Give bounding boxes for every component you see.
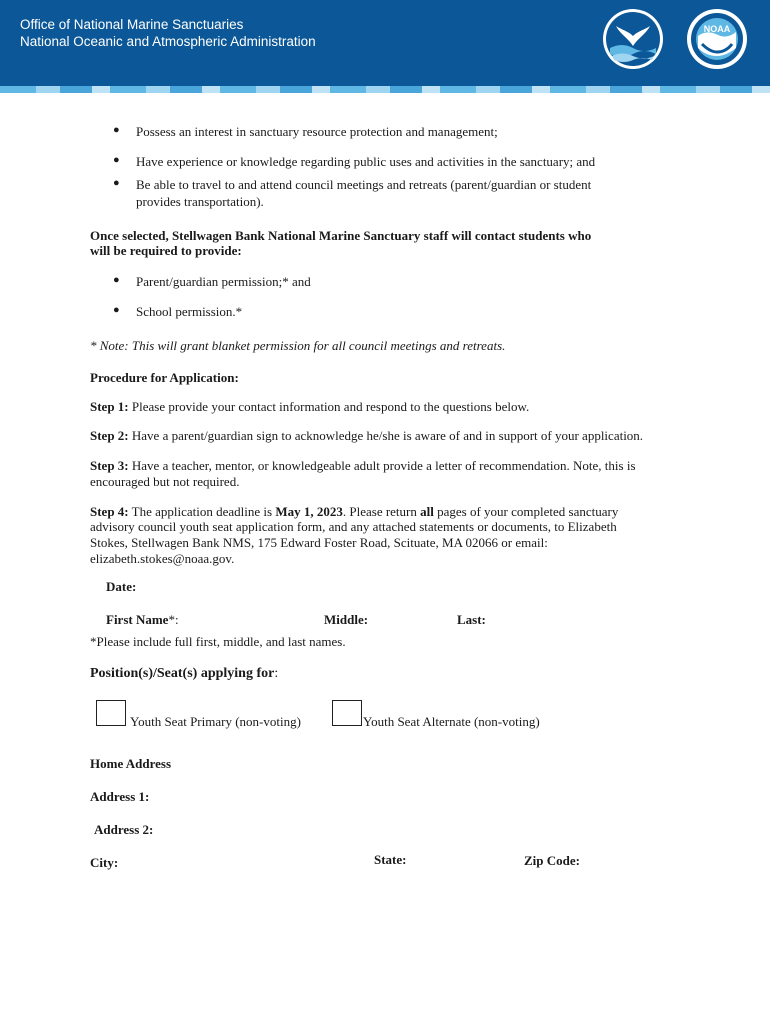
youth-seat-alternate-label: Youth Seat Alternate (non-voting): [363, 714, 540, 729]
header-title-line1: Office of National Marine Sanctuaries: [20, 17, 244, 32]
step-4-text-a: The application deadline is: [131, 504, 273, 519]
youth-seat-alternate-checkbox[interactable]: [332, 700, 362, 726]
positions-label: Position(s)/Seat(s) applying for: [90, 666, 275, 681]
middle-name-label[interactable]: Middle:: [324, 612, 369, 627]
home-address-label: Home Address: [90, 756, 172, 771]
step-3: [90, 458, 636, 474]
step-4-email: elizabeth.stokes@noaa.gov.: [90, 551, 235, 566]
step-4-line2: advisory council youth seat application form, and any attached statements or documents, to Elizabeth: [90, 519, 617, 534]
step-2-text: Have a parent/guardian sign to acknowledge he/she is aware of and in support of your application.: [131, 428, 644, 443]
procedure-heading: Procedure for Application:: [90, 370, 239, 385]
first-name-field[interactable]: [106, 612, 179, 628]
first-name-label: First Name: [106, 612, 169, 627]
bullet-icon: ●: [113, 124, 120, 136]
positions-colon: :: [274, 666, 279, 681]
step-2: [90, 428, 643, 444]
step-4-text-c: pages of your completed sanctuary: [437, 504, 619, 519]
step-3-text: Have a teacher, mentor, or knowledgeable adult provide a letter of recommendation. Note, this is: [131, 458, 636, 473]
step-4-all: all: [420, 504, 434, 519]
bullet-item: Parent/guardian permission;* and: [136, 274, 311, 289]
date-label: Date:: [106, 579, 137, 594]
first-name-suffix: *:: [168, 612, 179, 627]
step-1: [90, 399, 529, 415]
bullet-icon: ●: [113, 274, 120, 286]
once-selected-line1: Once selected, Stellwagen Bank National Marine Sanctuary staff will contact students who: [90, 228, 592, 243]
permission-note: * Note: This will grant blanket permission for all council meetings and retreats.: [90, 338, 506, 353]
state-label[interactable]: State:: [374, 852, 407, 867]
bullet-item: Have experience or knowledge regarding public uses and activities in the sanctuary; and: [136, 154, 596, 169]
bullet-icon: ●: [113, 304, 120, 316]
header-title-line2: National Oceanic and Atmospheric Administration: [20, 34, 316, 49]
noaa-logo-text: NOAA: [703, 24, 731, 34]
step-1-label: Step 1:: [90, 399, 129, 414]
names-note: *Please include full first, middle, and last names.: [90, 634, 346, 649]
address-1-label[interactable]: Address 1:: [90, 789, 150, 804]
address-2-label[interactable]: Address 2:: [94, 822, 154, 837]
bullet-item-continued: provides transportation).: [136, 194, 264, 209]
step-1-text: Please provide your contact information and respond to the questions below.: [131, 399, 530, 414]
last-name-label[interactable]: Last:: [457, 612, 486, 627]
step-4-text-b: . Please return: [342, 504, 417, 519]
city-label[interactable]: City:: [90, 855, 119, 870]
step-4-line3: Stokes, Stellwagen Bank NMS, 175 Edward Foster Road, Scituate, MA 02066 or email:: [90, 535, 548, 550]
step-4: [90, 504, 618, 520]
step-2-label: Step 2:: [90, 428, 129, 443]
step-3-continued: encouraged but not required.: [90, 474, 240, 489]
youth-seat-primary-label: Youth Seat Primary (non-voting): [130, 714, 301, 729]
positions-heading: [90, 666, 278, 682]
step-4-deadline: May 1, 2023: [275, 504, 343, 519]
step-4-label: Step 4:: [90, 504, 129, 519]
youth-seat-primary-checkbox[interactable]: [96, 700, 126, 726]
bullet-icon: ●: [113, 177, 120, 189]
once-selected-line2: will be required to provide:: [90, 243, 242, 258]
step-3-label: Step 3:: [90, 458, 129, 473]
bullet-item: Possess an interest in sanctuary resource protection and management;: [136, 124, 498, 139]
bullet-item: Be able to travel to and attend council meetings and retreats (parent/guardian or student: [136, 177, 592, 192]
bullet-icon: ●: [113, 154, 120, 166]
bullet-item: School permission.*: [136, 304, 243, 319]
zip-code-label[interactable]: Zip Code:: [524, 853, 580, 868]
